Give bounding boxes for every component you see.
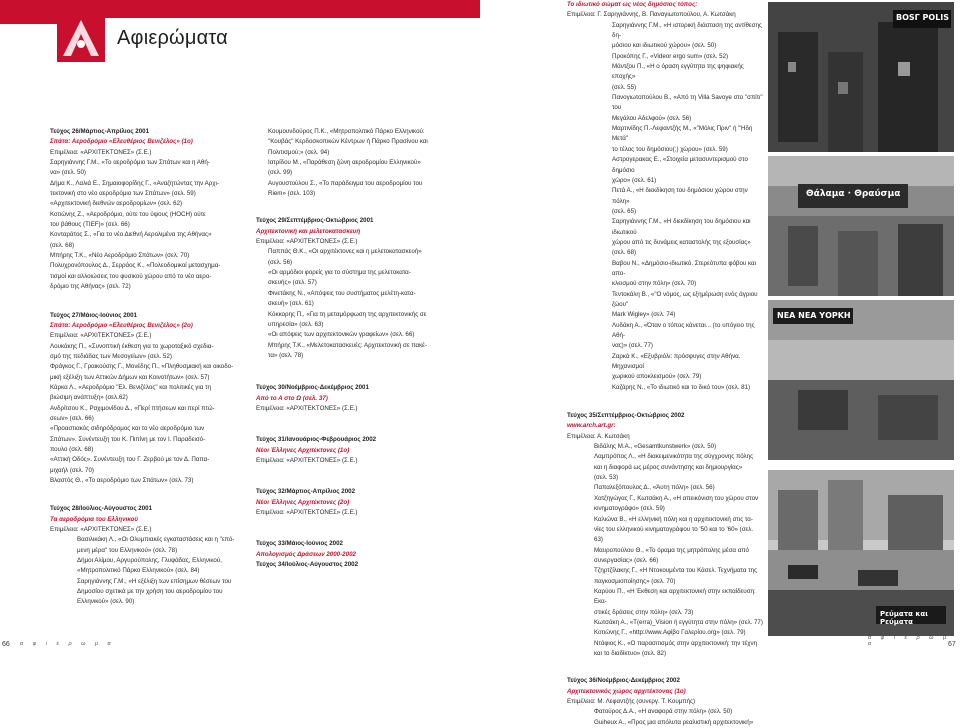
entry-line: μόσιου και ιδιωτικού χώρου» (σελ. 50) [612,42,717,50]
issue-heading: Τεύχος 34/Ιούλιος-Αύγουστος 2002 [256,561,359,568]
issue-theme: Απολογισμός Δράσεων 2000-2002 [256,550,356,558]
photo-street-signs-art [768,2,954,152]
photo-theatre-art [768,156,954,296]
entry-line: Κόκκορης Π., «Για τη μεταμόρφωση της αρχιτεκτονικής σε [268,310,427,318]
entry-line: Φινετάκης Ν., «Απόψεις του συστήματος μελέτη-κατα- [268,289,416,297]
entry-line: και η διαφορά ως μέρος συνάντησης και δημιουργίας» [594,463,743,471]
entry-line: βιώσιμη ανάπτυξη» (σελ.62) [50,394,128,402]
issue-theme: Νέοι Έλληνες Αρχιτέκτονες (2ο) [256,498,350,506]
footer-label-left: α φ ι ε ρ ω μ α [20,641,115,647]
entry-line: Μαυροπούλου Θ., «Το όραμα της μητρόπολης μέσα από [594,546,749,554]
entry-line: «Μητροπολιτικό Πάρκο Ελληνικού» (σελ. 84) [77,567,200,575]
issue-editor: Επιμέλεια: «ΑΡΧΙΤΕΚΤΟΝΕΣ» (Σ.Ε.) [50,148,152,156]
entry-line: Κοτιώνης Ζ., «Αεροδρόμιο, ούτε του ύψους (HOCH) ούτε [50,210,206,218]
issue-theme: Σπάτα: Αεροδρόμιο «Ελευθέριος Βενιζέλος» (2ο) [50,321,193,329]
entry-line: Καρύου Π., «Η Έκθεση και αρχιτεκτονική στην εκπαίδευση: Εκα- [594,587,756,606]
issue-editor: Επιμέλεια: «ΑΡΧΙΤΕΚΤΟΝΕΣ» (Σ.Ε.) [50,332,152,340]
photo-new-york [768,300,954,460]
entry-line: Μπήρης Τ.Κ., «Μελετοκατασκευές: Αρχιτεκτονική σε πακέ- [268,341,427,349]
issue-theme: Από το Α στο Ω (σελ. 37) [256,394,328,402]
issue-editor: Επιμέλεια: Α. Κωτσάκη [567,432,630,440]
entry-line: Βασιλικάκη Λ., «Οι Ολυμπιακές εγκαταστάσεις και η "επό- [77,536,235,544]
entries-34 [567,21,763,393]
entry-line: Φράγκος Γ., Γραικούσης Γ., Μονέδης Π., «Πληθυσμιακή και οικοδο- [50,363,234,371]
entry-line: (σελ. 55) [612,83,637,91]
entries-28 [50,535,255,607]
column-3 [567,0,763,728]
column-2 [256,127,466,570]
issue-heading: Τεύχος 30/Νοέμβριος-Δεκέμβριος 2001 [256,384,369,392]
entry-line: σκευής» (σελ. 57) [268,279,317,287]
issue-editor: Επιμέλεια: «ΑΡΧΙΤΕΚΤΟΝΕΣ» (Σ.Ε.) [50,526,152,534]
entry-line: Κουμουνδούρος Π.Κ., «Μητροπολιτικό Πάρκο Ελληνικού: [268,128,425,135]
entry-line: «Αττική Οδός». Συνέντευξη του Γ. Ζερβού με τον Δ. Παπα- [50,456,210,464]
entry-line: Μαρτινίδης Π.-Λεφαντζής Μ., «"Μόλις Πριν" ή "Ήδη Μετά" [612,125,753,143]
entry-line: Μάντζου Π., «Η ο όραση εγγύτητα της ψηφιακής εποχής» [612,63,744,81]
issue-heading: Τεύχος 27/Μάιος-Ιούνιος 2001 [50,311,137,319]
entry-line: Σαρηγιάννης Γ.Μ., «Η ιστορική διάσταση της αντίθεσης δη- [612,21,762,40]
entry-line: τεκτονική στο νέο αεροδρόμιο των Σπάτων» (σελ. 59) [50,190,196,198]
entry-line: Λαμπρόπος Λ., «Η διακειμενικότητα της σύγχρονης πόλης [594,453,754,461]
entry-line: μική εξέλιξη των Αττικών Δήμων και Κοινοτήτων» (σελ. 57) [50,373,210,381]
issue-editor: Επιμέλεια: «ΑΡΧΙΤΕΚΤΟΝΕΣ» (Σ.Ε.) [256,238,358,246]
issue-editor: Επιμέλεια: Μ. Λεφαντζής (συνεργ. Τ. Κουμπής) [567,698,696,705]
issue-heading: Τεύχος 31/Ιανουάριος-Φεβρουάριος 2002 [256,436,377,444]
entry-line: Παππάς Θ.Κ., «Οι αρχιτέκτονες και η μελετοκατασκευή» [268,248,422,256]
entry-line: Λουκάκης Π., «Συνοπτική έκθεση για το χωροταξικό σχεδια- [50,342,214,350]
entry-line: Δήμοι Αλίμου, Αργυρούπολης, Γλυφάδας, Ελληνικού, [77,557,222,565]
entry-line: Αστρογερακας Ε., «Στοιχεία μετασυντερισμού στο δημόσιο [612,156,748,174]
issue-editor: Επιμέλεια: «ΑΡΧΙΤΕΚΤΟΝΕΣ» (Σ.Ε.) [256,404,358,412]
entry-line: νας)» (σελ. 77) [612,342,653,350]
entries-26 [50,158,255,292]
entry-line: Φατούρος Δ.Α., «Η αναφορά στην πόλη» (σελ. 50) [594,708,733,716]
footer-label-right: α φ ι ε ρ ω μ α [868,635,950,647]
entry-line: στικές δράσεις στην πόλη» (σελ. 73) [594,608,694,616]
entry-line: Δημοσίου σχετικά με την χρήση του αεροδρομίου του [77,588,223,596]
issue-theme: Αρχιτεκτονικός χώρος αρχιτέκτονας (1ο) [567,687,686,695]
issue-theme: Αρχιτεκτονική και μελετοκατασκευή [256,227,361,235]
issue-theme: Νέοι Έλληνες Αρχιτέκτονες (1ο) [256,446,350,454]
entry-line: μιχαήλ (σελ. 70) [50,466,94,474]
entry-line: 63) [594,536,603,544]
column-1 [50,127,255,608]
entry-line: τα» (σελ. 78) [268,351,304,359]
entry-line: Σαρηγιάννης Γ.Μ., «Η διεκδίκηση του δημόσιου και ιδιωτικού [612,218,751,236]
entry-line: Βαβου Ν., «Δημόσιο-ιδιωτικό. Στερεότυπα φόβου και απο- [612,259,756,277]
entry-line: Κοτιώνης Γ., «http://www.Αφίβο Γαλερίου.org» (σελ. 79) [594,629,746,637]
entries-29 [256,247,466,361]
photo-theatre [768,156,954,296]
entry-line: να» (σελ. 50) [50,169,86,177]
issue-theme: Το ιδιωτικό σώματ ως νέος δημόσιος τόπος: [567,1,698,8]
entry-line: Riem» (σελ. 103) [268,190,316,198]
entry-line: τισμοί και αλλοιώσεις του φυσικού χώρου από το νέο αερο- [50,272,212,280]
entry-line: συνεργασίας» (σελ. 66) [594,556,659,564]
entry-line: σμό της πεδιάδας των Μεσογείων» (σελ. 52) [50,352,172,360]
entry-line: Παπαλεξόπουλος Δ., «Άυτη πόλη» (σελ. 56) [594,484,715,492]
entry-line: Ιατρίδου Μ., «Παράθεση ζώνη αεροδρομίου Ελληνικού» [268,159,421,167]
entry-line: Guiheux A., «Προς μια απόλυτα ρεαλιστική αρχιτεκτονική» [594,718,754,726]
issue-theme-url: www.arch.art.gr: [567,422,616,430]
entry-line: Μπήρης Τ.Κ., «Νέο Αεροδρόμιο Σπάτων» (σελ. 70) [50,252,190,260]
entry-line: Mark Wigley» (σελ. 74) [612,311,676,319]
issue-heading: Τεύχος 33/Μάιος-Ιούνιος 2002 [256,540,343,548]
entry-line: Καζάρης Ν., «Το ιδιωτικό και το δικό του» (σελ. 81) [612,383,751,391]
entry-line: Βλαστός Θ., «Το αεροδρόμιο των Σπάτων» (σελ. 73) [50,477,194,484]
entry-line: Χατζηγώγας Γ., Κωτσάκη Α., «Η απεικόνιση του χώρου στον [594,494,759,502]
entry-line: «Προαστιακός σιδηρόδρομος και το νέο αεροδρόμιο των [50,425,205,433]
issue-heading: Τεύχος 26/Μάρτιος-Απρίλιος 2001 [50,128,150,135]
sign-text: Θάλαμα · Θραύσμα [806,189,901,199]
entry-line: Ανδρίτσου Κ., Ραχιμονίδου Δ., «Περί πτήσεων και περί πτώ- [50,404,215,412]
entry-line: (σελ. 56) [268,258,293,266]
entry-line: Σαρηγιάννης Γ.Μ., «Η εξέλιξη των επίσημων θέσεων του [77,577,232,585]
entry-line: Προκόπης Γ., «Videor ergo sum» (σελ. 52) [612,52,729,60]
photo-street-signs [768,2,954,152]
entry-line: Ελληνικού» (σελ. 90) [77,598,135,606]
issue-theme: Σπάτα: Αεροδρόμιο «Ελευθέριος Βενιζέλος» (1ο) [50,138,193,146]
issue-heading: Τεύχος 36/Νοέμβριος-Δεκέμβριος 2002 [567,677,680,685]
entry-line: χώρο» (σελ. 61) [612,176,657,184]
entries-35 [567,442,763,659]
entry-line: «Αρχιτεκτονική διεθνών αεροδρομίων» (σελ. 62) [50,200,183,208]
entry-line: Πολυχρονόπουλος Δ., Σερράος Κ., «Πολεοδομικοί μετασχημα- [50,262,221,270]
entry-line: Σαρηγιάννης Γ.Μ., «Το αεροδρόμιο των Σπάτων και η Αθή- [50,159,210,167]
entry-line: και το διαδίκτυο» (σελ. 82) [594,649,667,657]
entry-line: σεων» (σελ. 66) [50,414,94,422]
entry-line: Μεγάλου Αδελφού» (σελ. 56) [612,114,692,122]
issue-heading: Τεύχος 32/Μάρτιος-Απρίλιος 2002 [256,488,356,496]
issue-theme: Τα αεροδρόμια του Ελληνικού [50,515,139,523]
entry-line: του βάθους (TIEF)» (σελ. 66) [50,221,130,229]
entry-line: Κάρκα Λ., «Αεροδρόμιο "Ελ. Βενιζέλος" και πολιτικές για τη [50,383,211,391]
entry-line: χωρικού αποκλεισμού» (σελ. 79) [612,373,702,381]
entry-line: (σελ. 53) [594,474,619,482]
sign-text: Ρεύματα και Ρεύματα [880,610,928,626]
entry-line: Καλιώνα Β., «Η ελληνική πόλη και η αρχιτεκτονική στις τα- [594,515,753,523]
entry-line: Αυγουστούλου Σ., «Το παράδειγμα του αεροδρομίου του [268,179,423,187]
entry-line: Πετά Α., «Η διεκδίκηση του δημόσιου χώρου στην πόλη» [612,187,748,205]
entry-line: κινηματογράφο» (σελ. 59) [594,505,665,513]
entries-28-cont [256,127,466,199]
entry-line: Πανογιωτοπούλου Β., «Από τη Villa Savoye στο "σπίτι" του [612,94,763,112]
issue-heading: Τεύχος 29/Σεπτέμβριος-Οκτώβριος 2001 [256,217,374,225]
issue-editor: Επιμέλεια: «ΑΡΧΙΤΕΚΤΟΝΕΣ» (Σ.Ε.) [256,456,358,464]
entries-36 [567,707,763,728]
entry-line: Πολιτισμού;» (σελ. 94) [268,148,330,156]
entry-line: σκευή» (σελ. 61) [268,300,314,308]
photo-new-york-art [768,300,954,460]
entry-line: Κωτσάκη Α., «T(erra)_Vision ή εγγύτητα στην πόλη» (σελ. 77) [594,618,763,626]
section-logo-icon [57,14,105,62]
entry-line: "Κουβάς" Κερδοσκοπικών Κέντρων ή Πάρκο Πρασίνου και [268,138,428,146]
page-title: Αφιερώματα [117,27,228,49]
entry-line: «Οι απόψεις των αρχιτεκτονικών γραφείων» (σελ. 66) [268,331,415,339]
sign-text: ΝΕΑ ΝΕΑ ΥΟΡΚΗ [777,311,851,320]
issue-heading: Τεύχος 35/Σεπτέμβριος-Οκτώβριος 2002 [567,412,685,420]
page-number-right: 67 [948,641,956,648]
entry-line: (σελ. 68) [50,241,75,249]
entry-line: Λυδάκη Α., «Όταν ο τόπος κάνεται... (το υπόγειο της Αθή- [612,321,755,339]
entry-line: παγκοσμιοποίησης» (σελ. 70) [594,577,676,585]
entry-line: Τεντοκάλη Β., «"Ο νόμος, ως εξημέρωση ενός άγριου ζώου" [612,290,758,308]
issue-heading: Τεύχος 28/Ιούλιος-Αύγουστος 2001 [50,505,153,513]
entry-line: Βιδάλης Μ.Α., «Gesamtkunstwerk» (σελ. 50) [594,443,717,451]
sign-text: BOSΓ POLIS [896,13,950,22]
entry-line: Ζαρκά Κ., «Εξυβριόλι: πρόσφυγες στην Αθήνα. Μηχανισμοί [612,352,741,371]
entry-line: Σπάτων». Συνέντευξη του Κ. Πιπίνη με τον Ι. Παραδεισό- [50,435,206,443]
issue-editor: Επιμέλεια: «ΑΡΧΙΤΕΚΤΟΝΕΣ» (Σ.Ε.) [256,508,358,516]
entry-line: (σελ. 99) [268,169,293,177]
issue-editor: Επιμέλεια: Γ. Σαρηγιάννης, Β. Παναγιωτοπούλου, Α. Κωτσάκη [567,11,736,19]
entry-line: μενη μέρα" του Ελληνικού» (σελ. 78) [77,546,178,554]
entry-line: δρόμιο της Αθήνας» (σελ. 72) [50,283,131,291]
entry-line: «Οι αρμόδιοι φορείς για το σύστημα της μελετοκατα- [268,269,411,277]
entry-line: πουλο (σελ. 68) [50,445,94,453]
entry-line: χώρου από τις δυνάμεις καταστολής της εξουσίας» (σελ. 68) [612,238,751,257]
entry-line: Δήμα Κ., Λαλιά Ε., Σημαιοφορίδης Γ., «Αναζητώντας την Αρχι- [50,179,219,187]
entry-line: νίες του ελληνικού κινηματογράφου το '50 και το '60» (σελ. [594,525,754,533]
page-number-left: 66 [2,641,10,648]
entry-line: Κονταράτος Σ., «Για το νέο Διεθνή Αερολιμένα της Αθήνας» [50,231,212,239]
entry-line: Τζηρτζίλακης Γ., «Η Ντοκουμέντα του Κάσελ. Τεχνήματα της [594,567,758,575]
entries-27 [50,342,255,487]
photo-flood [768,470,954,636]
entry-line: (σελ. 65) [612,207,637,215]
entry-line: κλεισμού στην πόλη» (σελ. 70) [612,280,697,288]
entry-line: το τέλος του δημόσιου(;) χώρου» (σελ. 59) [612,145,728,153]
entry-line: υπηρεσία» (σελ. 63) [268,320,324,328]
entry-line: Ντάφιος Κ., «Ο παρασιτισμός στην αρχιτεκτονική: την τέχνη [594,639,758,647]
